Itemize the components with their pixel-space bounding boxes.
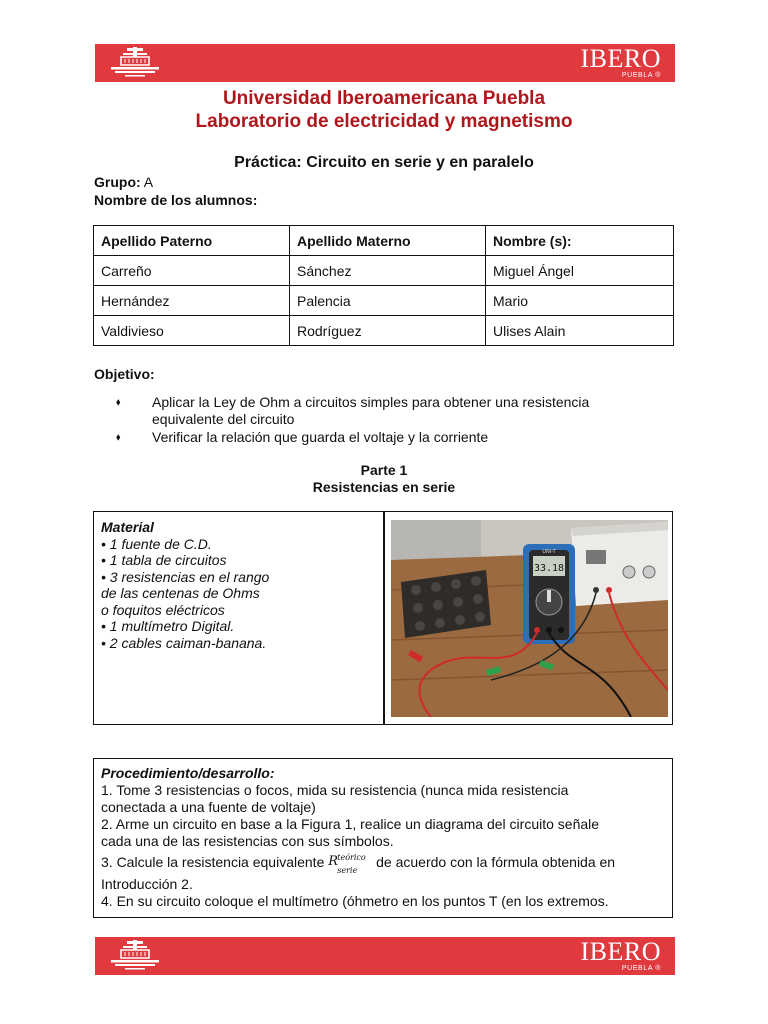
resistance-symbol: R teórico serie: [328, 853, 366, 875]
objective-list: [114, 394, 644, 447]
procedure-line: 1. Tome 3 resistencias o focos, mida su resistencia (nunca mida resistencia: [101, 782, 569, 798]
table-header-row: [94, 226, 674, 256]
column-header: Nombre (s):: [486, 226, 674, 256]
university-title: Universidad Iberoamericana Puebla: [222, 88, 546, 109]
footer-band: [95, 937, 675, 975]
list-item: ⬧ Verificar la relación que guarda el voltaje y la corriente: [116, 429, 489, 445]
table-cell: Hernández: [94, 286, 290, 316]
procedure-line: 2. Arme un circuito en base a la Figura 1, realice un diagrama del circuito señale: [101, 816, 600, 832]
material-list: [101, 519, 376, 651]
group-line: [94, 174, 153, 190]
list-item: • 3 resistencias en el rango: [101, 568, 270, 585]
bullet-icon: ⬧: [116, 397, 121, 408]
table-cell: Valdivieso: [94, 316, 290, 346]
students-table: [93, 225, 674, 346]
table-cell: Mario: [486, 286, 674, 316]
column-header: Apellido Paterno: [94, 226, 290, 256]
table-cell: Rodríguez: [290, 316, 486, 346]
list-item: ⬧ Aplicar la Ley de Ohm a circuitos simples para obtener una resistencia equivalente del circuito: [116, 394, 590, 427]
brand-sub: PUEBLA ®: [621, 72, 661, 79]
lab-equipment-photo: [391, 520, 668, 717]
bullet-icon: ⬧: [116, 432, 121, 443]
procedure-line: 3. Calcule la resistencia equivalente R teórico serie de acuerdo con la fórmula obtenida en: [101, 853, 616, 875]
list-item: • 1 multímetro Digital.: [101, 618, 235, 634]
table-cell: Miguel Ángel: [486, 256, 674, 286]
procedure-line: cada una de las resistencias con sus símbolos.: [101, 833, 394, 849]
list-item: o foquitos eléctricos: [101, 601, 225, 618]
procedure-text: [101, 765, 667, 910]
ibero-brand: [581, 939, 662, 973]
list-item: • 1 fuente de C.D.: [101, 535, 212, 552]
ibero-brand: [581, 46, 662, 80]
meter-reading: 33.18: [533, 563, 565, 574]
header-band: [95, 44, 675, 82]
list-item: de las centenas de Ohms: [101, 585, 260, 601]
table-cell: Palencia: [290, 286, 486, 316]
part-title: Parte 1: [360, 462, 408, 478]
practice-title: Práctica: Circuito en serie y en paralelo: [234, 154, 534, 171]
column-header: Apellido Materno: [290, 226, 486, 256]
students-label: Nombre de los alumnos:: [94, 192, 258, 208]
lab-title: Laboratorio de electricidad y magnetismo: [195, 111, 573, 132]
university-crest-logo: [105, 47, 165, 79]
material-title: Material: [101, 519, 154, 535]
table-row: [94, 286, 674, 316]
brand-name: IBERO: [580, 937, 661, 966]
box-divider: [383, 512, 385, 724]
material-box: [93, 511, 673, 725]
list-item: • 2 cables caiman-banana.: [101, 634, 267, 651]
table-cell: Ulises Alain: [486, 316, 674, 346]
meter-brand: UNI-T: [542, 549, 556, 555]
table-row: [94, 316, 674, 346]
objective-label: Objetivo:: [94, 366, 155, 382]
procedure-line: 4. En su circuito coloque el multímetro (óhmetro en los puntos T (en los extremos.: [101, 893, 609, 909]
university-crest-logo: [105, 940, 165, 972]
list-item: • 1 tabla de circuitos: [101, 552, 227, 568]
table-cell: Carreño: [94, 256, 290, 286]
brand-name: IBERO: [580, 44, 661, 73]
procedure-line: Introducción 2.: [101, 876, 193, 892]
procedure-title: Procedimiento/desarrollo:: [101, 765, 275, 781]
table-row: [94, 256, 674, 286]
procedure-box: [93, 758, 673, 918]
group-value: A: [143, 174, 154, 190]
table-cell: Sánchez: [290, 256, 486, 286]
part-subtitle: Resistencias en serie: [312, 479, 456, 495]
procedure-line: conectada a una fuente de voltaje): [101, 799, 316, 815]
brand-sub: PUEBLA ®: [621, 965, 661, 972]
group-label: Grupo:: [94, 174, 141, 190]
